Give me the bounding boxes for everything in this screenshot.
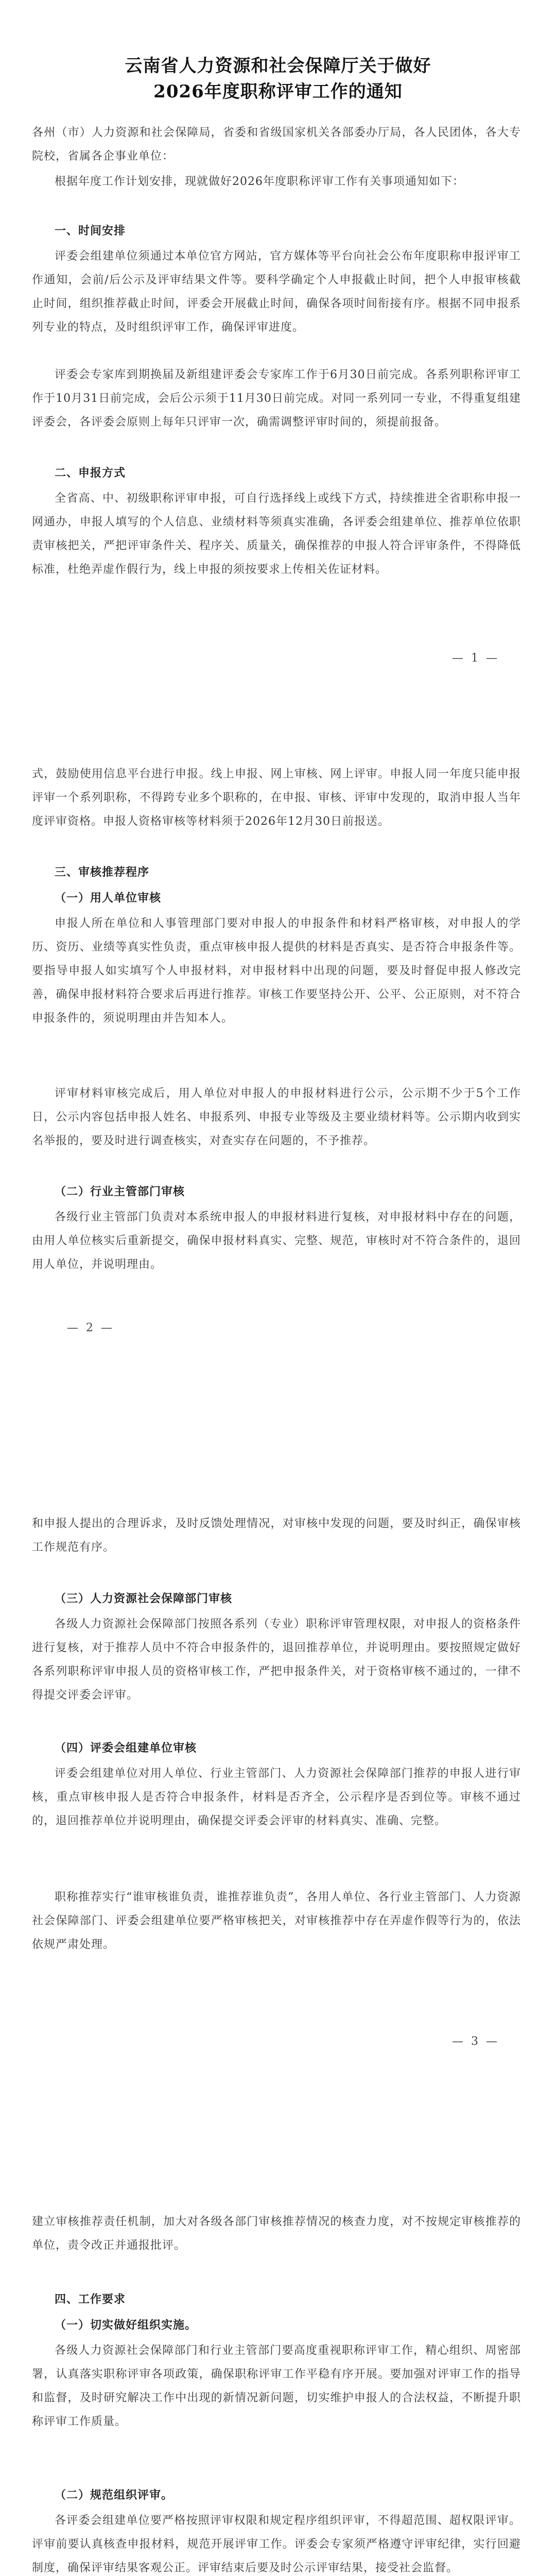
subheading-3-4: （四）评委会组建单位审核 <box>55 1741 197 1755</box>
page-number-2: — 2 — <box>67 1321 114 1334</box>
paragraph-7: 评审材料审核完成后，用人单位对申报人的申报材料进行公示，公示期不少于5个工作日，公示内容包括申报人姓名、申报系列、申报专业等级及主要业绩材料等。公示期内收到实名举报的，要及时进行调查核实，对查实存在问题的，不予推荐。 <box>32 1087 521 1147</box>
subheading-3-1: （一）用人单位审核 <box>55 891 162 905</box>
document-title-line-2: 2026年度职称评审工作的通知 <box>153 81 403 102</box>
paragraph-3: 评委会专家库到期换届及新组建评委会专家库工作于6月30日前完成。各系列职称评审工作于10月31日前完成，会后公示须于11月30日前完成。对同一系列同一专业，不得重复组建评委会，各评委会原则上每年只评审一次，确需调整评审时间的，须提前报备。 <box>32 368 521 429</box>
subheading-4-1: （一）切实做好组织实施。 <box>55 2318 197 2332</box>
subheading-4-2: （二）规范组织评审。 <box>55 2488 173 2502</box>
document-title-line-1: 云南省人力资源和社会保障厅关于做好 <box>125 56 431 76</box>
paragraph-13: 建立审核推荐责任机制，加大对各级各部门审核推荐情况的核查力度，对不按规定审核推荐的单位，责令改正并通报批评。 <box>32 2215 521 2252</box>
paragraph-5: 式，鼓励使用信息平台进行申报。线上申报、网上审核、网上评审。申报人同一年度只能申报评审一个系列职称，不得跨专业多个职称的，在申报、审核、评审中发现的，取消申报人当年度评审资格。申报人资格审核等材料须于2026年12月30日前报送。 <box>32 768 521 828</box>
paragraph-6: 申报人所在单位和人事管理部门要对申报人的申报条件和材料严格审核，对申报人的学历、资历、业绩等真实性负责，重点审核申报人提供的材料是否真实、是否符合申报条件等。要指导申报人如实填写个人申报材料，对申报材料中出现的问题，要及时督促申报人修改完善，确保申报材料符合要求后再进行推荐。审核工作要坚持公开、公平、公正原则，对不符合申报条件的，须说明理由并告知本人。 <box>32 917 521 1025</box>
page-number-3: — 3 — <box>452 2035 499 2048</box>
paragraph-15: 各评委会组建单位要严格按照评审权限和规定程序组织评审，不得超范围、超权限评审。评审前要认真核查申报材料，规范开展评审工作。评委会专家须严格遵守评审纪律，实行回避制度，确保评审结果客观公正。评审结束后要及时公示评审结果，接受社会监督。 <box>32 2514 521 2574</box>
paragraph-9: 和申报人提出的合理诉求，及时反馈处理情况，对审核中发现的问题，要及时纠正，确保审核工作规范有序。 <box>32 1517 521 1554</box>
paragraph-14: 各级人力资源社会保障部门和行业主管部门要高度重视职称评审工作，精心组织、周密部署，认真落实职称评审各项政策，确保职称评审工作平稳有序开展。要加强对评审工作的指导和监督，及时研究解决工作中出现的新情况新问题，切实维护申报人的合法权益，不断提升职称评审工作质量。 <box>32 2344 521 2428</box>
section-heading-1: 一、时间安排 <box>55 224 126 238</box>
subheading-3-2: （二）行业主管部门审核 <box>55 1185 185 1198</box>
paragraph-11: 评委会组建单位对用人单位、行业主管部门、人力资源社会保障部门推荐的申报人进行审核，重点审核申报人是否符合申报条件，材料是否齐全，公示程序是否到位等。审核不通过的，退回推荐单位并说明理由，确保提交评委会评审的材料真实、准确、完整。 <box>32 1767 521 1827</box>
section-heading-4: 四、工作要求 <box>55 2293 126 2306</box>
page-number-1: — 1 — <box>452 652 499 665</box>
section-heading-3: 三、审核推荐程序 <box>55 866 150 879</box>
paragraph-8: 各级行业主管部门负责对本系统申报人的申报材料进行复核，对申报材料中存在的问题，由用人单位核实后重新提交，确保申报材料真实、完整、规范，审核时对不符合条件的，退回用人单位，并说明理由。 <box>32 1211 521 1271</box>
section-heading-2: 二、申报方式 <box>55 466 126 480</box>
paragraph-12: 职称推荐实行“谁审核谁负责，谁推荐谁负责”，各用人单位、各行业主管部门、人力资源社会保障部门、评委会组建单位要严格审核把关，对审核推荐中存在弄虚作假等行为的，依法依规严肃处理。 <box>32 1891 521 1951</box>
paragraph-4: 全省高、中、初级职称评审申报，可自行选择线上或线下方式，持续推进全省职称申报一网通办，申报人填写的个人信息、业绩材料等须真实准确，各评委会组建单位、推荐单位依职责审核把关，严把评审条件关、程序关、质量关，确保推荐的申报人符合评审条件，不得降低标准，杜绝弄虚作假行为，线上申报的须按要求上传相关佐证材料。 <box>32 492 521 576</box>
addressee: 各州（市）人力资源和社会保障局，省委和省级国家机关各部委办厅局，各人民团体，各大专院校，省属各企事业单位： <box>32 126 521 163</box>
intro-paragraph: 根据年度工作计划安排，现就做好2026年度职称评审工作有关事项通知如下： <box>55 175 464 188</box>
paragraph-2: 评委会组建单位须通过本单位官方网站，官方媒体等平台向社会公布年度职称申报评审工作通知，会前/后公示及评审结果文件等。要科学确定个人申报截止时间，把个人申报审核截止时间，组织推荐截止时间，评委会开展截止时间，确保各项时间衔接有序。根据不同申报系列专业的特点，及时组织评审工作，确保评审进度。 <box>32 250 521 334</box>
subheading-3-3: （三）人力资源社会保障部门审核 <box>55 1592 233 1605</box>
paragraph-10: 各级人力资源社会保障部门按照各系列（专业）职称评审管理权限，对申报人的资格条件进行复核，对于推荐人员中不符合申报条件的，退回推荐单位，并说明理由。要按照规定做好各系列职称评审申报人员的资格审核工作，严把申报条件关，对于资格审核不通过的，一律不得提交评委会评审。 <box>32 1618 521 1702</box>
